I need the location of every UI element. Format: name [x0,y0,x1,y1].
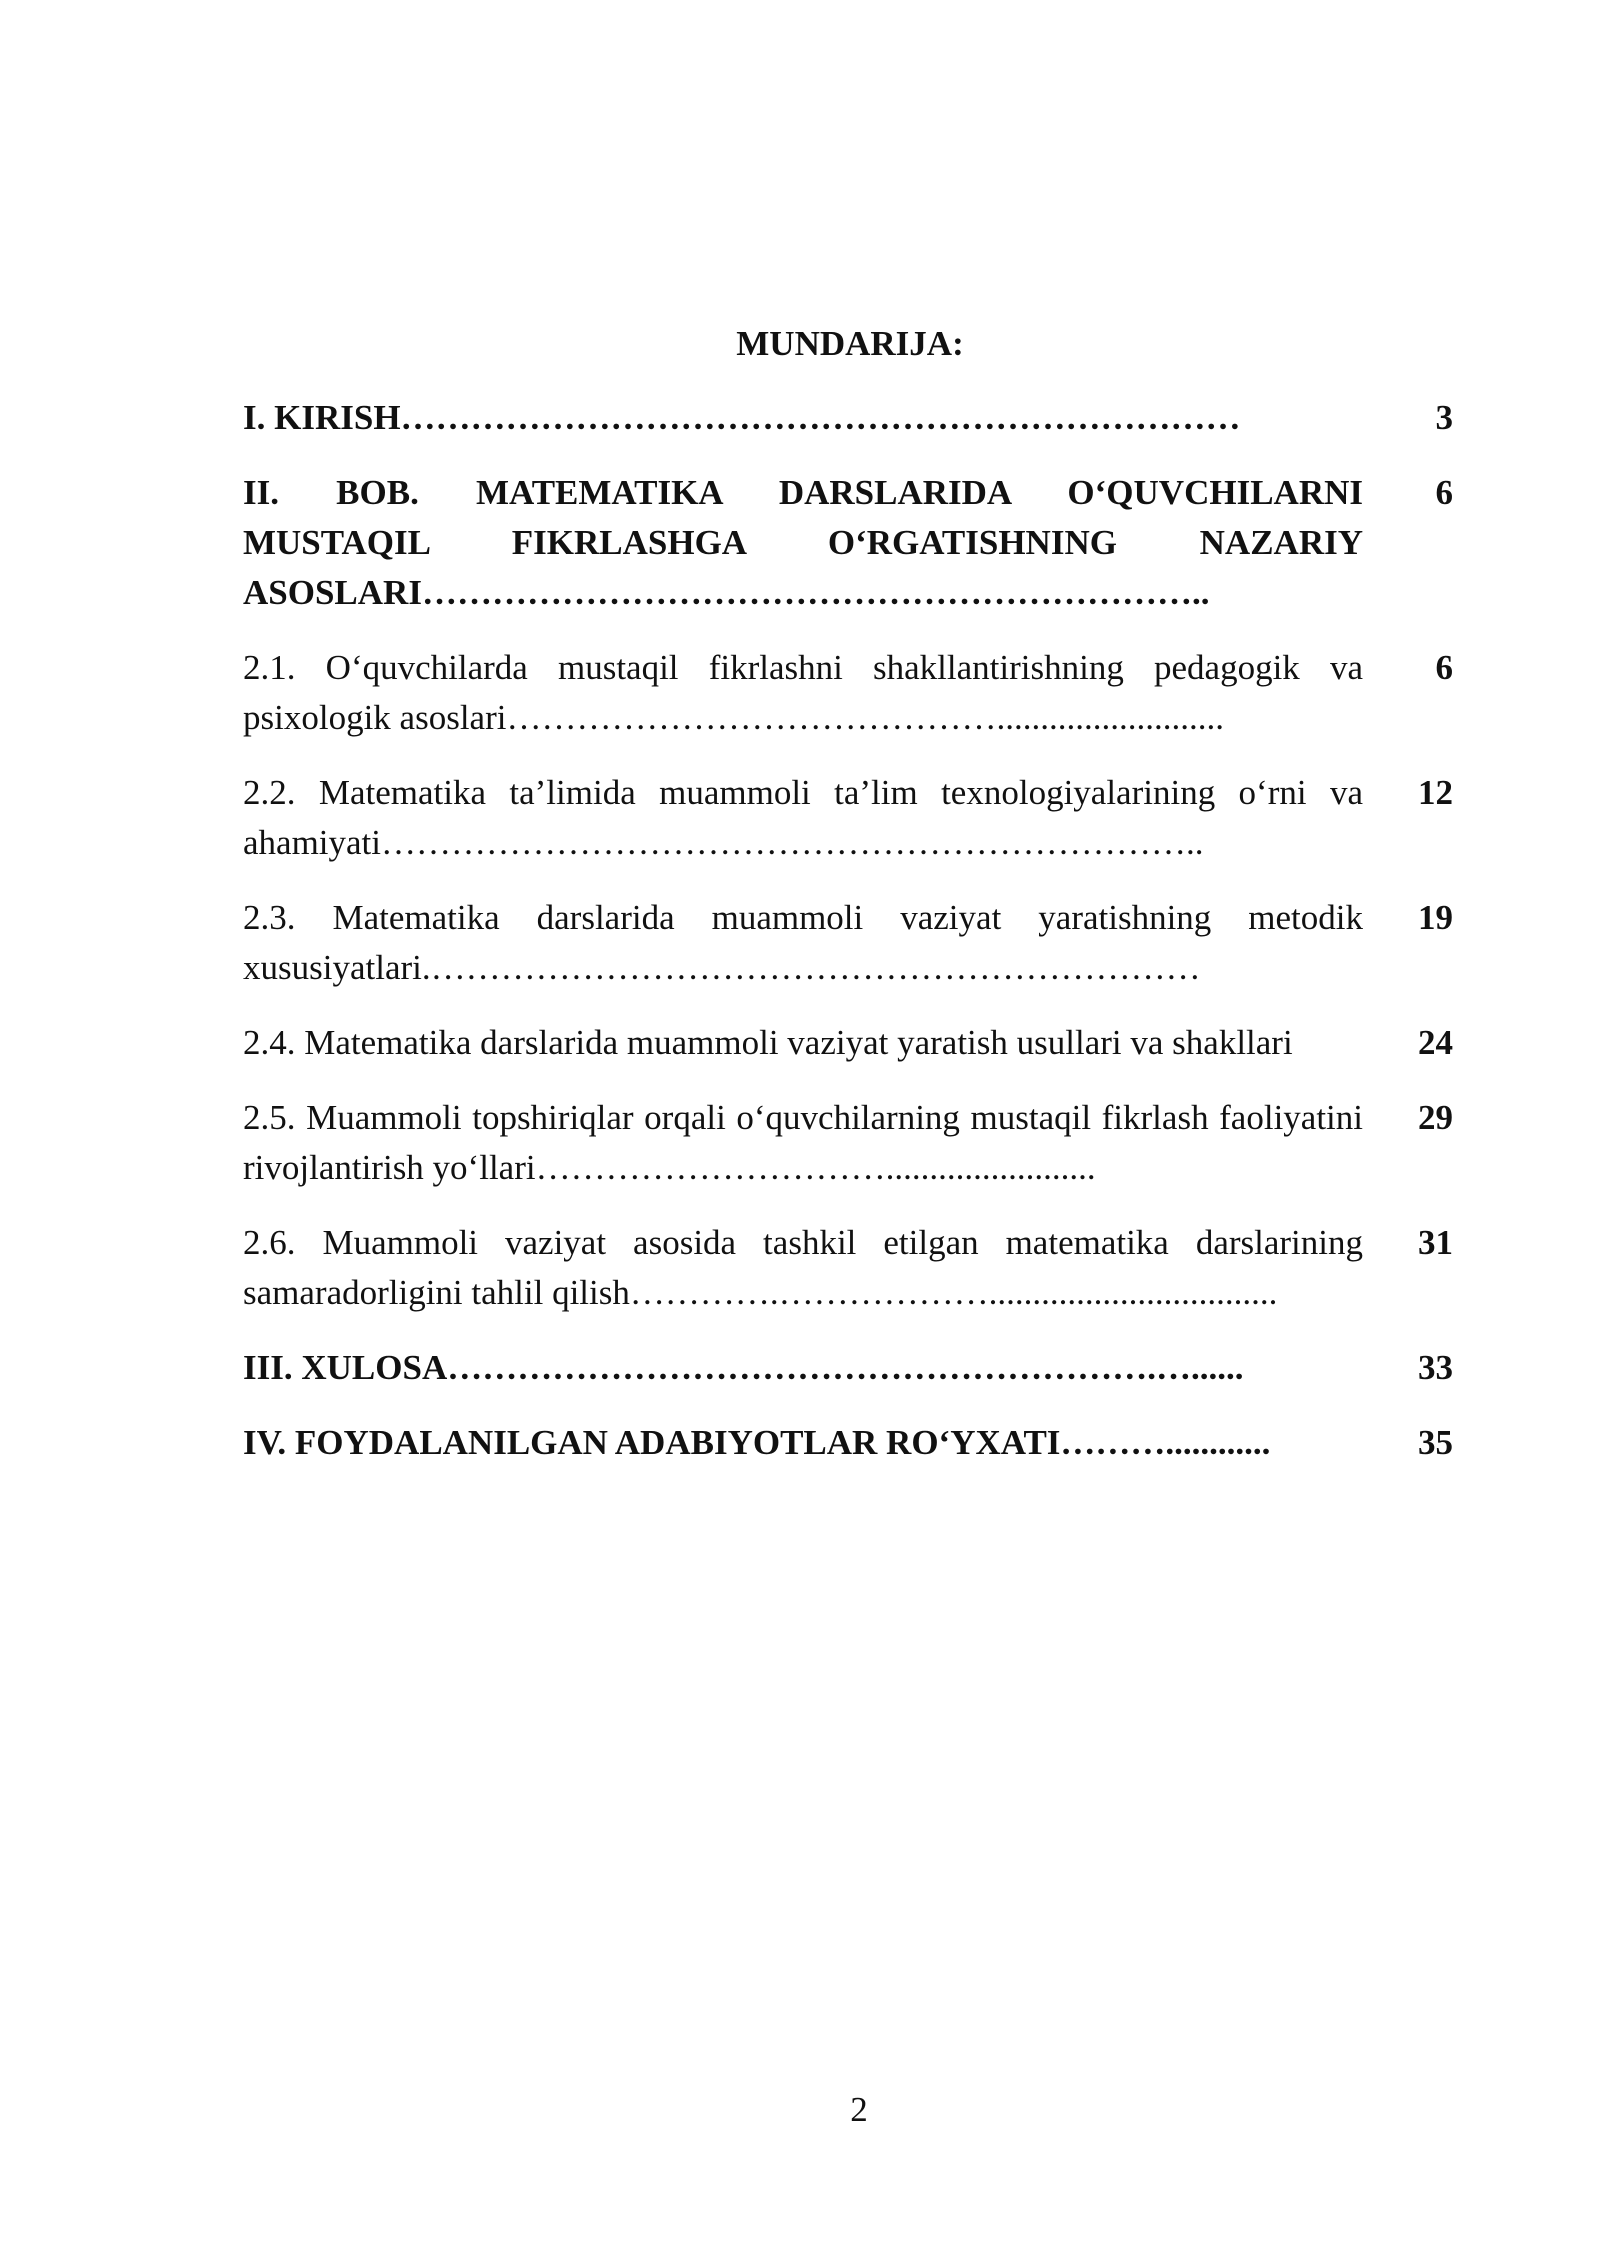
toc-entry-text: 2.6. Muammoli vaziyat asosida tashkil etilgan matematika darslarining samaradorligini tahlil qilish………….………………................................. [243,1223,1363,1312]
toc-entry-text: III. XULOSA…………………………………………………….…...... [243,1348,1244,1387]
toc-entry-chapter-2 [243,468,1453,618]
toc-entry-page: 33 [1418,1348,1453,1387]
toc-entry-page: 6 [1435,473,1453,512]
table-of-contents [243,393,1453,1493]
toc-entry-page: 12 [1418,773,1453,812]
toc-entry-text: 2.1. O‘quvchilarda mustaqil fikrlashni shakllantirishning pedagogik va psixologik asoslari…………………………………….......................... [243,648,1363,737]
toc-entry-section-2-5 [243,1093,1453,1193]
toc-entry-text: IV. FOYDALANILGAN ADABIYOTLAR RO‘YXATI………............ [243,1423,1271,1462]
toc-entry-text: 2.3. Matematika darslarida muammoli vaziyat yaratishning metodik xususiyatlari.………………………………………………………… [243,898,1363,987]
toc-entry-text: 2.5. Muammoli topshiriqlar orqali o‘quvchilarning mustaqil fikrlash faoliyatini rivojlantirish yo‘llari…………………………........................ [243,1098,1363,1187]
toc-entry-section-2-1 [243,643,1453,743]
toc-entry-references [243,1418,1453,1468]
toc-entry-section-2-4 [243,1018,1453,1068]
toc-entry-page: 3 [1435,398,1453,437]
toc-entry-section-2-3 [243,893,1453,993]
toc-entry-text: 2.4. Matematika darslarida muammoli vaziyat yaratish usullari va shakllari [243,1023,1293,1062]
toc-entry-page: 19 [1418,898,1453,937]
toc-entry-section-2-2 [243,768,1453,868]
toc-entry-page: 31 [1418,1223,1453,1262]
page-number: 2 [850,2090,868,2129]
toc-entry-conclusion [243,1343,1453,1393]
toc-entry-page: 24 [1418,1023,1453,1062]
toc-title: MUNDARIJA: [736,324,964,363]
toc-entry-text: II. BOB. MATEMATIKA DARSLARIDA O‘QUVCHILARNI MUSTAQIL FIKRLASHGA O‘RGATISHNING NAZARIY ASOSLARI………………………………………………………….. [243,473,1363,612]
toc-entry-introduction [243,393,1453,443]
toc-entry-page: 6 [1435,648,1453,687]
toc-entry-text: 2.2. Matematika ta’limida muammoli ta’lim texnologiyalarining o‘rni va ahamiyati…………………………………………………………….. [243,773,1363,862]
toc-entry-page: 29 [1418,1098,1453,1137]
toc-entry-section-2-6 [243,1218,1453,1318]
toc-entry-page: 35 [1418,1423,1453,1462]
toc-entry-text: I. KIRISH……………………………………………………………… [243,398,1241,437]
